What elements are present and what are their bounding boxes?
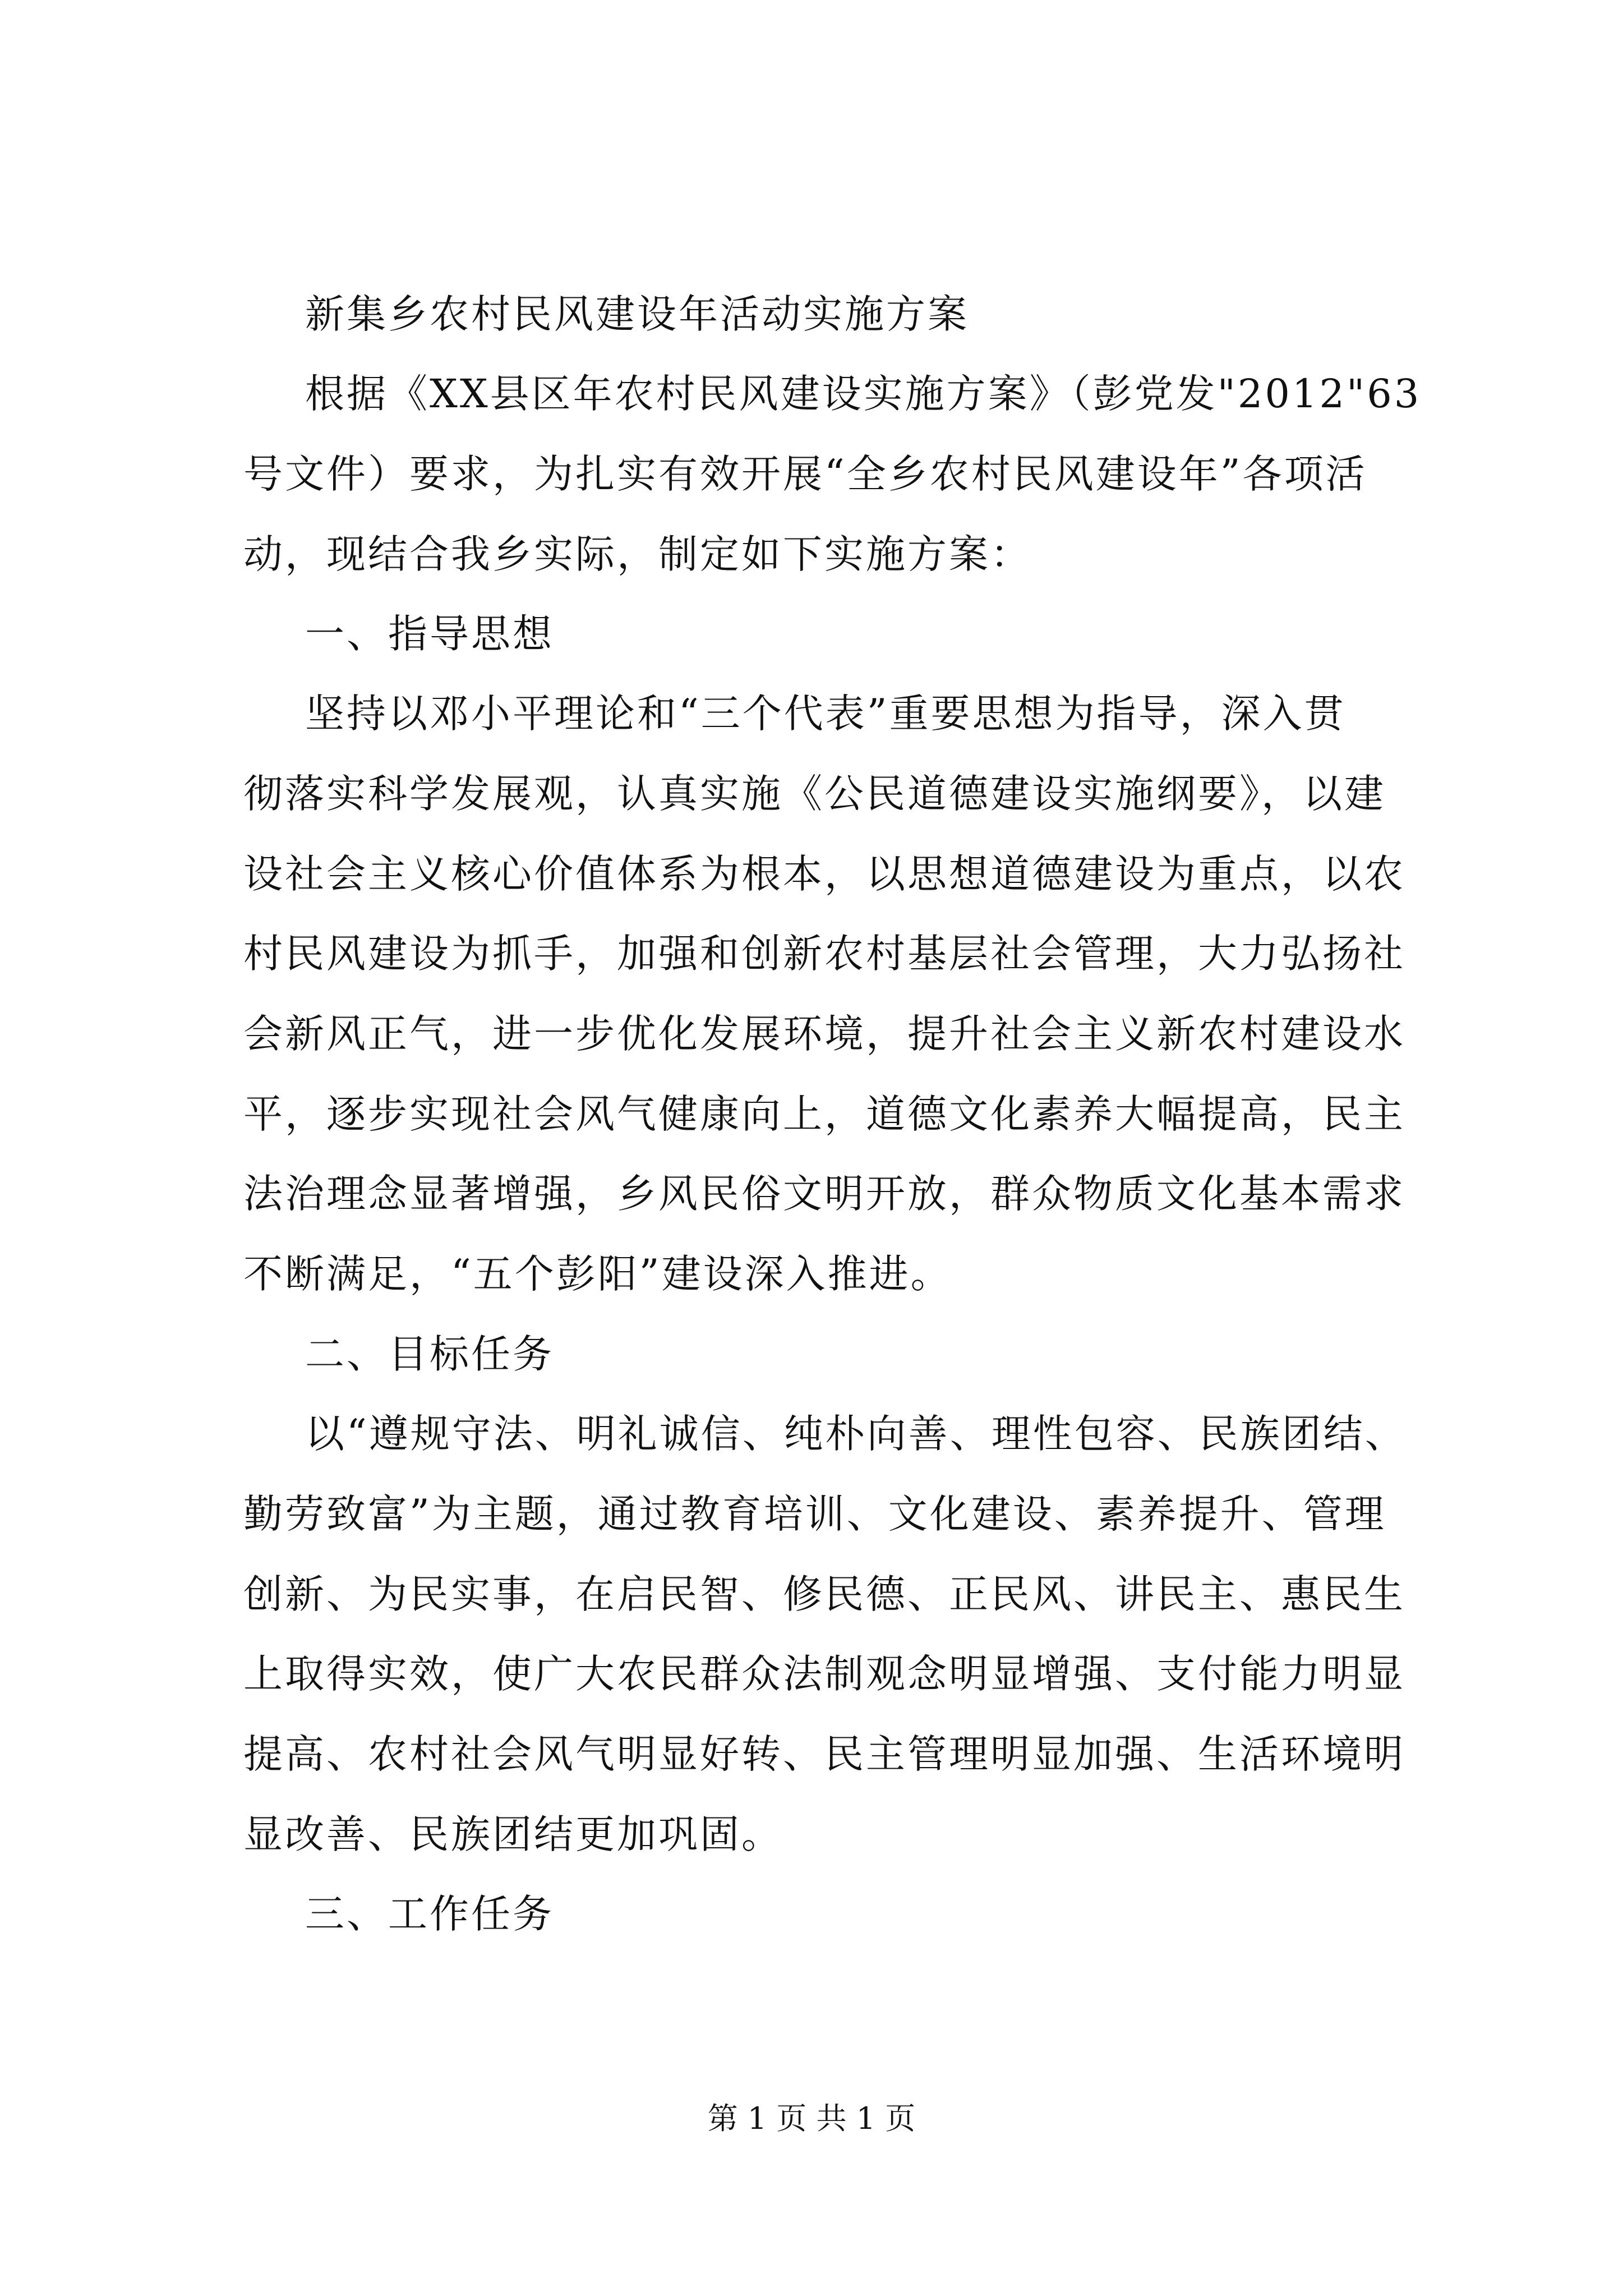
- paragraph-line: 法治理念显著增强，乡风民俗文明开放，群众物质文化基本需求: [243, 1171, 1405, 1217]
- page-number-footer: 第 1 页 共 1 页: [707, 2101, 916, 2136]
- section-heading: 三、工作任务: [305, 1891, 554, 1937]
- paragraph-line: 勤劳致富”为主题，通过教育培训、文化建设、素养提升、管理: [243, 1491, 1386, 1537]
- paragraph-line: 坚持以邓小平理论和“三个代表”重要思想为指导，深入贯: [305, 691, 1346, 737]
- section-heading: 一、指导思想: [305, 611, 554, 657]
- paragraph-line: 彻落实科学发展观，认真实施《公民道德建设实施纲要》，以建: [243, 771, 1386, 817]
- paragraph-line: 显改善、民族团结更加巩固。: [243, 1811, 783, 1857]
- section-heading: 二、目标任务: [305, 1331, 554, 1377]
- paragraph-line: 根据《XX县区年农村民风建设实施方案》（彭党发"2012"63: [305, 371, 1422, 417]
- paragraph-line: 以“遵规守法、明礼诚信、纯朴向善、理性包容、民族团结、: [305, 1411, 1407, 1457]
- paragraph-line: 号文件）要求，为扎实有效开展“全乡农村民风建设年”各项活: [243, 451, 1367, 497]
- paragraph-line: 不断满足，“五个彭阳”建设深入推进。: [243, 1251, 952, 1297]
- paragraph-line: 提高、农村社会风气明显好转、民主管理明显加强、生活环境明: [243, 1731, 1405, 1777]
- paragraph-line: 设社会主义核心价值体系为根本，以思想道德建设为重点，以农: [243, 851, 1405, 897]
- paragraph-line: 会新风正气，进一步优化发展环境，提升社会主义新农村建设水: [243, 1011, 1405, 1057]
- paragraph-line: 创新、为民实事，在启民智、修民德、正民风、讲民主、惠民生: [243, 1571, 1405, 1617]
- paragraph-line: 动，现结合我乡实际，制定如下实施方案：: [243, 531, 1032, 577]
- document-title: 新集乡农村民风建设年活动实施方案: [305, 291, 969, 337]
- paragraph-line: 村民风建设为抓手，加强和创新农村基层社会管理，大力弘扬社: [243, 931, 1405, 977]
- paragraph-line: 平，逐步实现社会风气健康向上，道德文化素养大幅提高，民主: [243, 1091, 1405, 1137]
- paragraph-line: 上取得实效，使广大农民群众法制观念明显增强、支付能力明显: [243, 1651, 1405, 1697]
